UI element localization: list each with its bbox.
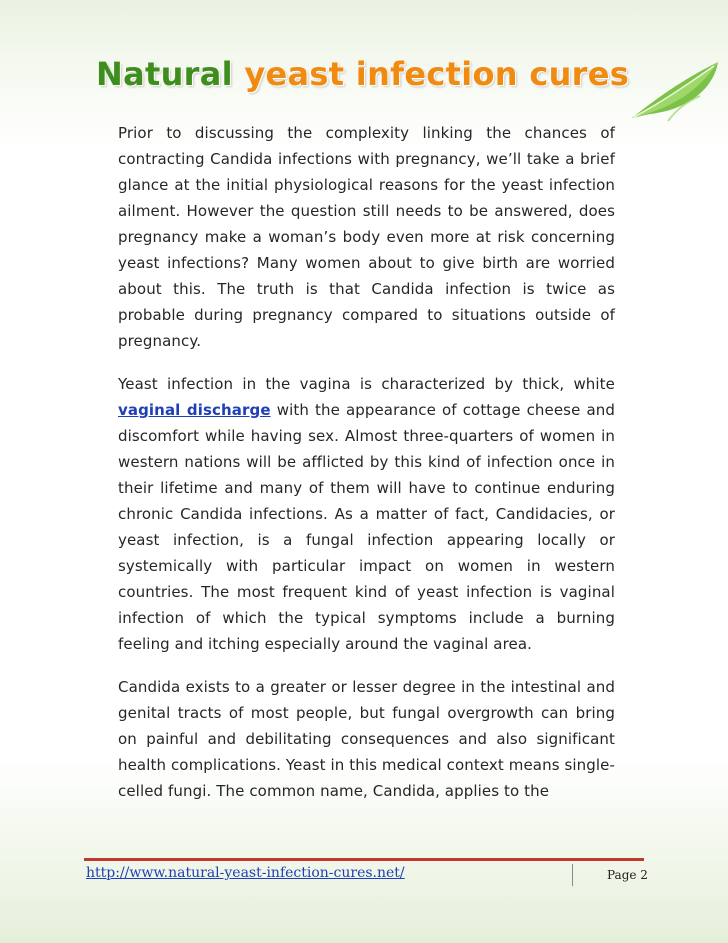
footer-site-link[interactable]: http://www.natural-yeast-infection-cures.net/	[86, 865, 405, 881]
paragraph-text-before-link: Yeast infection in the vagina is characterized by thick, white	[118, 375, 615, 393]
vaginal-discharge-link[interactable]: vaginal discharge	[118, 401, 271, 419]
title-yeast-infection-cures: yeast infection cures	[244, 55, 630, 93]
article-body	[118, 120, 615, 821]
footer-divider	[84, 858, 644, 861]
site-title	[96, 55, 629, 93]
paragraph-pregnancy-risk: Prior to discussing the complexity linking the chances of contracting Candida infections with pregnancy, we’ll take a brief glance at the initial physiological reasons for the yeast infection ailment. However the question still needs to be answered, does pregnancy make a woman’s body even more at risk concerning yeast infections? Many women about to give birth are worried about this. The truth is that Candida infection is twice as probable during pregnancy compared to situations outside of pregnancy.	[118, 124, 615, 350]
header-banner	[0, 0, 728, 120]
paragraph-candida-overview: Candida exists to a greater or lesser degree in the intestinal and genital tracts of most people, but fungal overgrowth can bring on painful and debilitating consequences and also significant health complications. Yeast in this medical context means single-celled fungi. The common name, Candida, applies to the	[118, 678, 615, 800]
leaf-icon	[628, 58, 720, 122]
title-natural: Natural	[96, 55, 233, 93]
page-number: Page 2	[572, 864, 642, 886]
paragraph-text-after-link: with the appearance of cottage cheese and discomfort while having sex. Almost three-quarters of women in western nations will be afflicted by this kind of infection once in their lifetime and many of them will have to continue enduring chronic Candida infections. As a matter of fact, Candidacies, or yeast infection, is a fungal infection appearing locally or systemically with particular impact on women in western countries. The most frequent kind of yeast infection is vaginal infection of which the typical symptoms include a burning feeling and itching especially around the vaginal area.	[118, 401, 615, 653]
paragraph-vaginal-yeast-infection	[118, 371, 615, 657]
